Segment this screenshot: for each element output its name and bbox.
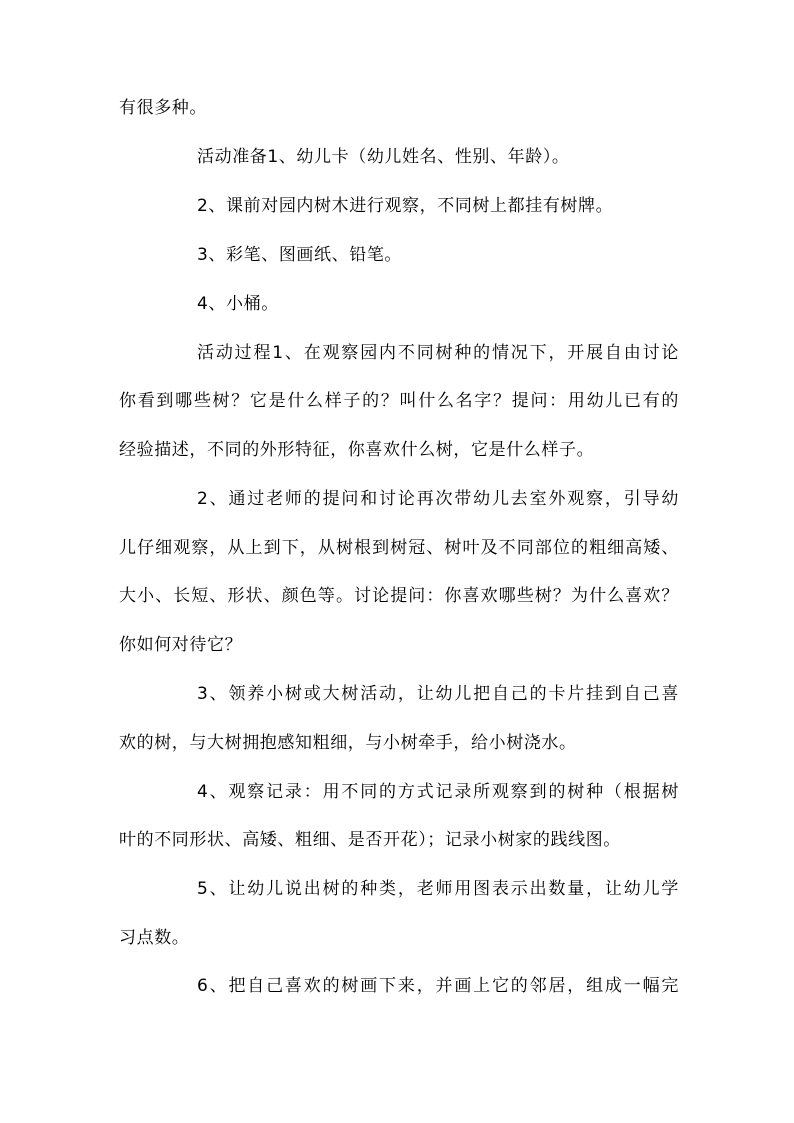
text-line: 4、小桶。 (197, 294, 279, 314)
text-line: 大小、长短、形状、颜色等。讨论提问：你喜欢哪些树？为什么喜欢？ (119, 586, 679, 606)
text-line: 欢的树，与大树拥抱感知粗细，与小树牵手，给小树浇水。 (119, 733, 577, 753)
text-line: 有很多种。 (119, 98, 207, 118)
text-line: 叶的不同形状、高矮、粗细、是否开花）；记录小树家的践线图。 (119, 830, 621, 850)
text-line: 3、彩笔、图画纸、铅笔。 (197, 245, 403, 265)
text-line: 2、课前对园内树木进行观察，不同树上都挂有树牌。 (197, 196, 614, 216)
text-line: 2、通过老师的提问和讨论再次带幼儿去室外观察，引导幼 (197, 489, 679, 509)
text-line: 活动过程1、在观察园内不同树种的情况下，开展自由讨论 (197, 343, 679, 363)
text-line: 活动准备1、幼儿卡（幼儿姓名、性别、年龄）。 (197, 147, 570, 167)
text-line: 3、领养小树或大树活动，让幼儿把自己的卡片挂到自己喜 (197, 684, 679, 704)
text-line: 你如何对待它？ (119, 635, 243, 655)
text-line: 你看到哪些树？它是什么样子的？叫什么名字？提问：用幼儿已有的 (119, 391, 679, 411)
text-line: 6、把自己喜欢的树画下来，并画上它的邻居，组成一幅完 (197, 976, 679, 996)
text-line: 习点数。 (119, 928, 190, 948)
text-line: 5、让幼儿说出树的种类，老师用图表示出数量，让幼儿学 (197, 879, 679, 899)
text-line: 儿仔细观察，从上到下，从树根到树冠、树叶及不同部位的粗细高矮、 (119, 538, 679, 558)
text-line: 经验描述，不同的外形特征，你喜欢什么树，它是什么样子。 (119, 440, 595, 460)
text-line: 4、观察记录：用不同的方式记录所观察到的树种（根据树 (197, 782, 679, 802)
